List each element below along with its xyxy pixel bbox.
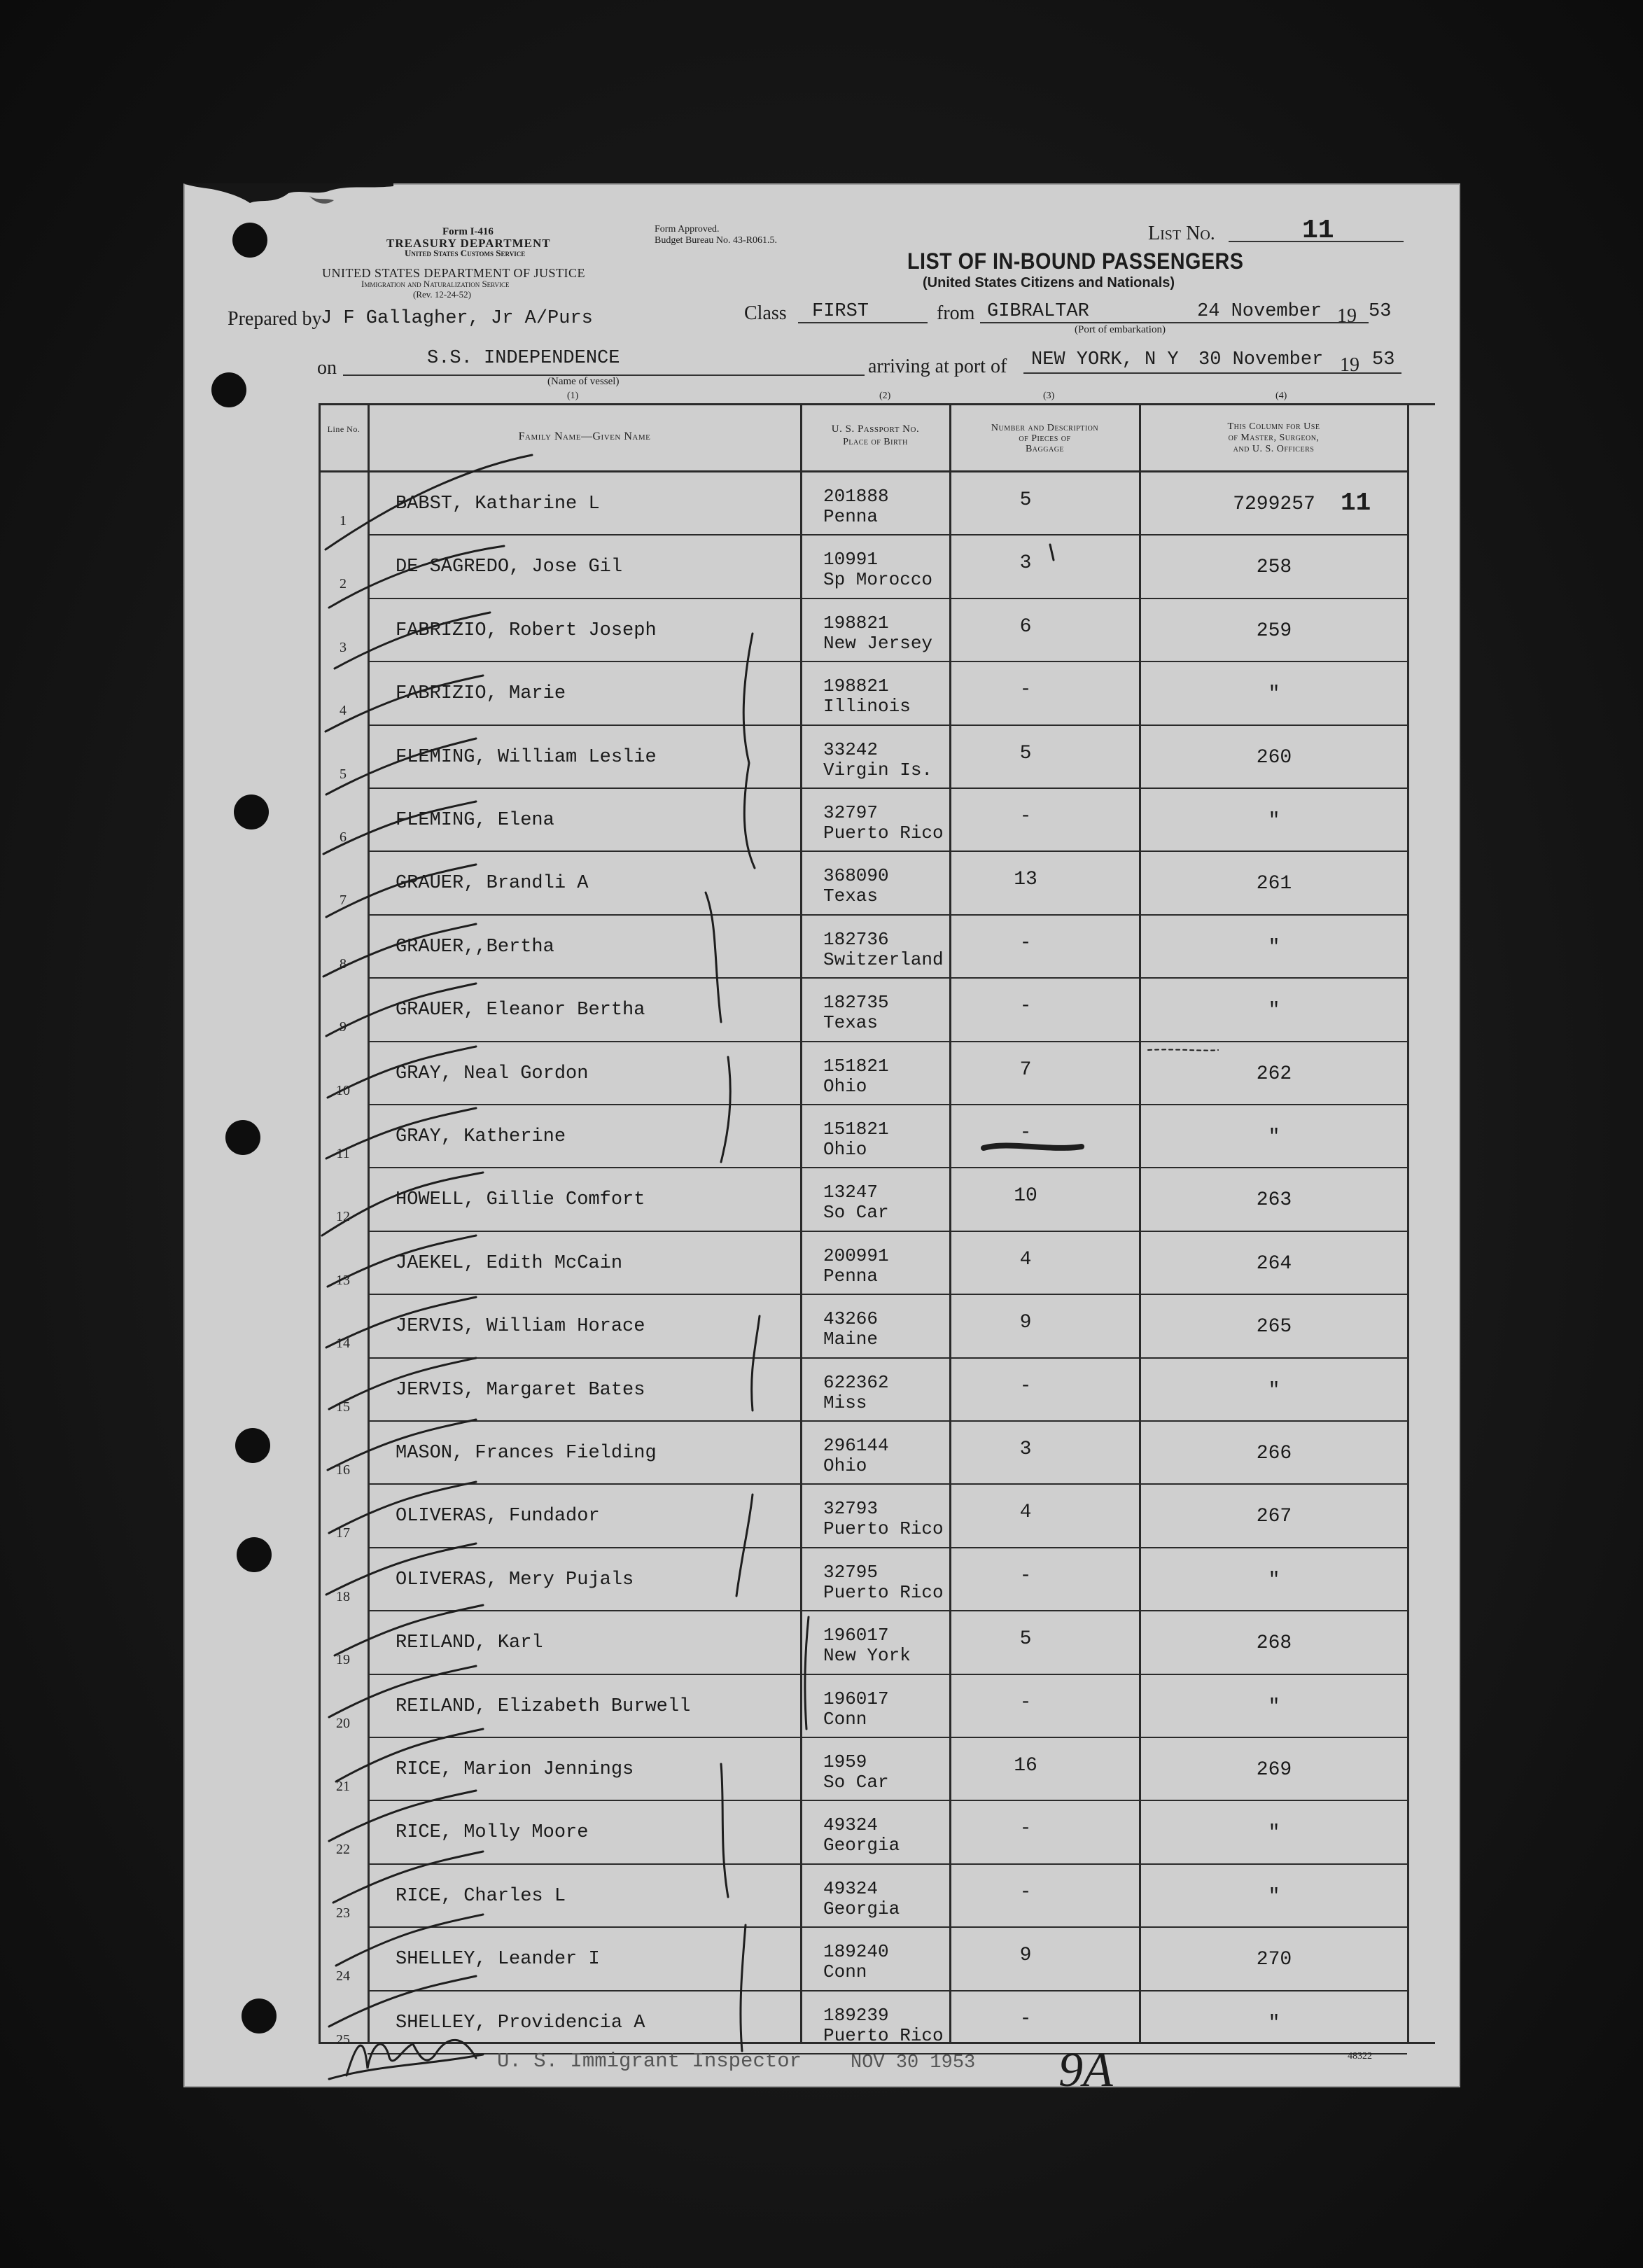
passenger-name: RICE, Charles L [396, 1885, 566, 1907]
passport-number: 49324 [823, 1814, 879, 1836]
line-number: 10 [336, 1082, 350, 1098]
baggage-count: 3 [1019, 552, 1032, 575]
officer-number: 260 [1256, 746, 1292, 769]
officer-number: 261 [1256, 873, 1292, 895]
revision-date: (Rev. 12-24-52) [413, 289, 471, 300]
baggage-count: 10 [1014, 1185, 1037, 1208]
passport-number: 33242 [823, 738, 879, 760]
passenger-name: GRAUER, Brandli A [396, 873, 589, 895]
officer-number: 264 [1256, 1252, 1292, 1275]
baggage-count: - [1019, 1375, 1032, 1397]
header-baggage: of Pieces of [1019, 433, 1071, 444]
line-number: 16 [336, 1462, 350, 1478]
inspector-label: U. S. Immigrant Inspector [497, 2050, 802, 2073]
line-number: 15 [336, 1399, 350, 1415]
place-of-birth: Puerto Rico [823, 822, 944, 844]
place-of-birth: Ohio [823, 1075, 867, 1097]
officer-number: " [1268, 1822, 1280, 1844]
passenger-name: FLEMING, Elena [396, 810, 554, 831]
list-no-label: List No. [1148, 223, 1215, 244]
header-line-no: Line No. [327, 424, 361, 434]
baggage-count: 5 [1019, 742, 1032, 764]
baggage-count: - [1019, 1691, 1032, 1714]
line-number: 12 [336, 1209, 350, 1225]
passenger-name: RICE, Marion Jennings [396, 1759, 634, 1780]
officer-number: 266 [1256, 1443, 1292, 1464]
passenger-name: OLIVERAS, Fundador [396, 1506, 600, 1527]
line-number: 2 [340, 576, 347, 592]
passport-number: 32797 [823, 802, 879, 823]
passport-number: 13247 [823, 1182, 879, 1203]
col-num-4: (4) [1275, 391, 1287, 401]
line-number: 22 [336, 1842, 350, 1858]
document-title: LIST OF IN-BOUND PASSENGERS [907, 248, 1244, 274]
class-value: FIRST [812, 301, 869, 322]
line-number: 3 [340, 639, 347, 655]
port-embark-note: (Port of embarkation) [1075, 324, 1166, 335]
place-of-birth: So Car [823, 1772, 889, 1793]
customs-service: United States Customs Service [405, 248, 526, 258]
baggage-count: 5 [1019, 489, 1032, 511]
passport-number: 189239 [823, 2004, 889, 2026]
place-of-birth: Georgia [823, 1835, 900, 1856]
passport-number: 622362 [823, 1371, 889, 1393]
line-number: 20 [336, 1715, 350, 1731]
vessel-name: S.S. INDEPENDENCE [427, 348, 620, 369]
line-number: 13 [336, 1272, 350, 1288]
line-number: 25 [336, 2031, 350, 2047]
officer-number: " [1268, 936, 1280, 958]
prepared-by-label: Prepared by [228, 308, 322, 330]
passport-number: 182736 [823, 928, 889, 950]
passenger-name: HOWELL, Gillie Comfort [396, 1189, 645, 1211]
header-passport: U. S. Passport No. [831, 424, 920, 435]
officer-number: 267 [1256, 1506, 1292, 1528]
place-of-birth: Conn [823, 1708, 867, 1730]
baggage-count: 9 [1019, 1312, 1032, 1334]
officer-number: 262 [1256, 1063, 1292, 1085]
header-birthplace: Place of Birth [843, 437, 908, 447]
officer-number: 270 [1256, 1949, 1292, 1971]
officer-number: " [1268, 1885, 1280, 1907]
treasury-dept: TREASURY DEPARTMENT [386, 237, 551, 250]
ins-service: Immigration and Naturalization Service [361, 279, 510, 289]
passport-number: 201888 [823, 486, 889, 507]
baggage-count: - [1019, 806, 1032, 827]
line-number: 24 [336, 1968, 350, 1984]
vessel-note: (Name of vessel) [547, 376, 620, 387]
officer-number: 268 [1256, 1632, 1292, 1655]
header-baggage: Number and Description [991, 423, 1099, 433]
place-of-birth: Puerto Rico [823, 1581, 944, 1603]
justice-dept: UNITED STATES DEPARTMENT OF JUSTICE [322, 266, 586, 280]
place-of-birth: New Jersey [823, 632, 933, 654]
baggage-count: 13 [1014, 869, 1037, 891]
baggage-count: 5 [1019, 1628, 1032, 1651]
form-number: Form I-416 [442, 226, 494, 237]
baggage-count: 4 [1019, 1502, 1032, 1524]
passenger-name: JAEKEL, Edith McCain [396, 1252, 623, 1274]
passenger-name: GRAY, Katherine [396, 1126, 566, 1147]
place-of-birth: Virgin Is. [823, 759, 933, 780]
passport-number: 196017 [823, 1625, 889, 1646]
line-number: 7 [340, 892, 347, 909]
place-of-birth: Ohio [823, 1455, 867, 1476]
place-of-birth: Ohio [823, 1139, 867, 1160]
passport-number: 32793 [823, 1498, 879, 1520]
officer-number: " [1268, 683, 1280, 706]
passenger-name: REILAND, Elizabeth Burwell [396, 1695, 691, 1717]
passenger-name: BABST, Katharine L [396, 493, 600, 514]
inspection-stamp-date: NOV 30 1953 [851, 2052, 976, 2073]
place-of-birth: Sp Morocco [823, 569, 933, 591]
header-officers: of Master, Surgeon, [1228, 433, 1320, 443]
on-label: on [317, 357, 337, 379]
passenger-name: JERVIS, William Horace [396, 1316, 645, 1338]
place-of-birth: Puerto Rico [823, 1518, 944, 1540]
place-of-birth: Miss [823, 1392, 867, 1413]
form-approved: Form Approved. [655, 224, 720, 234]
line-number: 6 [340, 830, 347, 845]
officer-number: " [1268, 1126, 1280, 1148]
officer-number: 265 [1256, 1316, 1292, 1338]
from-label: from [937, 302, 975, 324]
place-of-birth: New York [823, 1645, 911, 1667]
passenger-name: GRAUER, Eleanor Bertha [396, 1000, 645, 1021]
baggage-count: 7 [1019, 1058, 1032, 1081]
baggage-count: - [1019, 1122, 1032, 1144]
officer-number: " [1268, 1379, 1280, 1401]
place-of-birth: Penna [823, 506, 879, 527]
from-port: GIBRALTAR [987, 301, 1089, 322]
passport-number: 43266 [823, 1308, 879, 1330]
officer-number: 258 [1256, 556, 1292, 579]
officer-number: " [1268, 2012, 1280, 2034]
baggage-count: - [1019, 1818, 1032, 1840]
passport-number: 189240 [823, 1941, 889, 1963]
baggage-count: 4 [1019, 1248, 1032, 1270]
arrival-year-prefix: 19 [1340, 354, 1359, 376]
place-of-birth: So Car [823, 1202, 889, 1224]
place-of-birth: Maine [823, 1329, 879, 1350]
passport-number: 200991 [823, 1245, 889, 1266]
passport-number: 296144 [823, 1435, 889, 1456]
passport-number: 1959 [823, 1751, 867, 1772]
officer-number: " [1268, 1569, 1280, 1591]
passenger-name: REILAND, Karl [396, 1632, 543, 1654]
line-number: 9 [340, 1019, 347, 1035]
handwritten-mark: 9A [1058, 2043, 1113, 2097]
header-officers: and U. S. Officers [1233, 444, 1315, 454]
arrival-date: 30 November [1198, 349, 1324, 370]
passenger-name: SHELLEY, Providencia A [396, 2012, 645, 2033]
baggage-count: - [1019, 1881, 1032, 1903]
baggage-count: - [1019, 995, 1032, 1018]
class-label: Class [744, 302, 787, 324]
baggage-count: - [1019, 932, 1032, 954]
header-name: Family Name—Given Name [518, 430, 651, 442]
list-no-value: 11 [1302, 216, 1334, 246]
header-officers: This Column for Use [1227, 421, 1320, 432]
place-of-birth: Georgia [823, 1898, 900, 1919]
passport-number: 151821 [823, 1055, 889, 1077]
passport-number: 196017 [823, 1688, 889, 1709]
arrival-port: NEW YORK, N Y [1031, 349, 1179, 370]
passenger-name: RICE, Molly Moore [396, 1822, 589, 1844]
line-number: 8 [340, 955, 347, 972]
line-number: 21 [336, 1779, 350, 1794]
line-number: 5 [340, 766, 347, 782]
col-num-2: (2) [879, 391, 891, 401]
officer-number: 269 [1256, 1759, 1292, 1781]
passenger-name: FABRIZIO, Robert Joseph [396, 620, 657, 641]
line-number: 17 [336, 1525, 350, 1541]
place-of-birth: Conn [823, 1961, 867, 1983]
line-number: 18 [336, 1588, 350, 1604]
officer-number: " [1268, 810, 1280, 832]
baggage-count: 3 [1019, 1438, 1032, 1460]
prepared-by-value: J F Gallagher, Jr A/Purs [321, 308, 593, 329]
passenger-name: GRAUER,,Bertha [396, 936, 554, 958]
document-subtitle: (United States Citizens and Nationals) [923, 275, 1175, 290]
baggage-count: - [1019, 679, 1032, 701]
from-year-prefix: 19 [1337, 305, 1357, 327]
line-number: 1 [340, 513, 347, 528]
passenger-name: GRAY, Neal Gordon [396, 1063, 589, 1084]
officer-number: 263 [1256, 1189, 1292, 1212]
officer-number: " [1268, 1695, 1280, 1718]
header-baggage: Baggage [1025, 444, 1065, 454]
passenger-name: OLIVERAS, Mery Pujals [396, 1569, 634, 1590]
officer-number: 259 [1256, 620, 1292, 642]
arrival-year: 53 [1372, 349, 1395, 370]
passport-number: 151821 [823, 1119, 889, 1140]
passport-number: 182735 [823, 992, 889, 1014]
passenger-name: FLEMING, William Leslie [396, 746, 657, 768]
passport-number: 198821 [823, 676, 889, 697]
place-of-birth: Illinois [823, 696, 911, 718]
place-of-birth: Texas [823, 1012, 879, 1034]
passenger-name: MASON, Frances Fielding [396, 1443, 657, 1464]
baggage-count: 6 [1019, 615, 1032, 638]
passport-number: 10991 [823, 549, 879, 570]
line-number: 23 [336, 1905, 350, 1921]
col-num-1: (1) [567, 391, 579, 401]
budget-bureau: Budget Bureau No. 43-R061.5. [655, 235, 777, 246]
col-num-3: (3) [1043, 391, 1055, 401]
passport-number: 49324 [823, 1877, 879, 1899]
baggage-count: - [1019, 2008, 1032, 2030]
baggage-count: - [1019, 1564, 1032, 1587]
print-code: 48322 [1348, 2051, 1372, 2062]
from-year: 53 [1369, 301, 1392, 322]
place-of-birth: Texas [823, 886, 879, 907]
place-of-birth: Penna [823, 1265, 879, 1287]
place-of-birth: Puerto Rico [823, 2024, 944, 2046]
passport-number: 198821 [823, 612, 889, 634]
place-of-birth: Switzerland [823, 948, 944, 970]
passport-number: 368090 [823, 865, 889, 887]
from-date: 24 November [1197, 301, 1322, 322]
line-number: 19 [336, 1652, 350, 1668]
passport-number: 32795 [823, 1561, 879, 1583]
handwritten-list-no: 11 [1341, 489, 1371, 517]
arriving-label: arriving at port of [868, 356, 1007, 377]
line-number: 11 [336, 1146, 350, 1161]
officer-number: 7299257 [1233, 493, 1315, 515]
passenger-name: DE SAGREDO, Jose Gil [396, 556, 623, 578]
officer-number: " [1268, 1000, 1280, 1022]
line-number: 14 [336, 1336, 350, 1352]
passenger-name: JERVIS, Margaret Bates [396, 1379, 645, 1401]
line-number: 4 [340, 703, 347, 719]
passenger-name: FABRIZIO, Marie [396, 683, 566, 705]
baggage-count: 9 [1019, 1945, 1032, 1967]
baggage-count: 16 [1014, 1755, 1037, 1777]
passenger-name: SHELLEY, Leander I [396, 1949, 600, 1970]
